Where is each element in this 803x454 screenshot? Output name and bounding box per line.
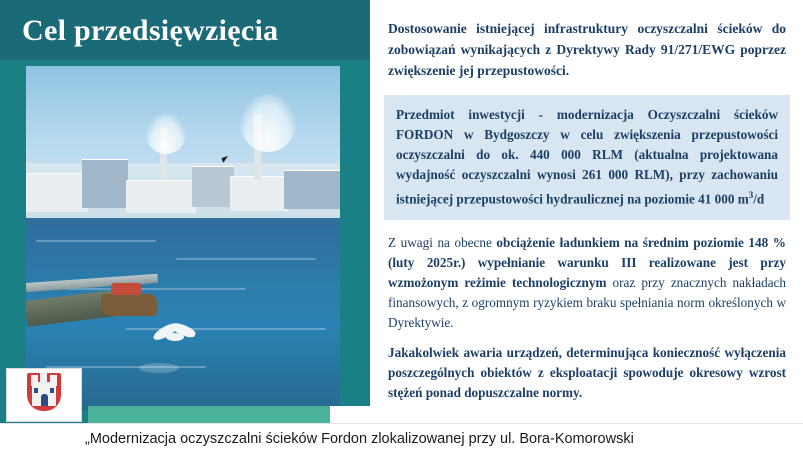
warning-paragraph: Jakakolwiek awaria urządzeń, determinująca konieczność wyłączenia poszczególnych obiektów z eksploatacji spowoduje okresowy wzrost stężeń ponad dopuszczalne normy. <box>388 345 786 401</box>
crest-gate-icon <box>41 394 48 406</box>
photo-building <box>26 173 88 212</box>
callout-text: Przedmiot inwestycji - modernizacja Oczyszczalni ścieków FORDON w Bydgoszczy w celu zwiększenia przepustowości oczyszczalni do ok. 440 000 RLM (aktualna projektowana wydajność oczyszczalni wynosi 261 000 RLM), przy zachowaniu istniejącej przepustowości hydraulicznej na poziomie 41 000 m <box>396 107 778 207</box>
callout-superscript: 3 <box>748 190 754 200</box>
crest-window-icon <box>50 388 54 393</box>
body-paragraph <box>388 233 786 333</box>
left-panel <box>0 0 370 424</box>
content-column <box>380 8 794 426</box>
crest-inner <box>27 373 61 413</box>
accent-bar <box>88 406 330 424</box>
photo-reflection <box>139 363 179 373</box>
accent-bar-filler <box>330 406 803 424</box>
footer <box>0 423 803 454</box>
photo-building <box>230 176 288 211</box>
photo-building <box>284 170 340 209</box>
photo-building <box>192 166 234 207</box>
page-title: Cel przedsięwzięcia <box>22 14 279 47</box>
plant-photo <box>26 66 340 411</box>
intro-paragraph: Dostosowanie istniejącej infrastruktury oczyszczalni ścieków do zobowiązań wynikających z Dyrektywy Rady 91/271/EWG poprzez zwiększenie jej przepustowości. <box>388 21 786 78</box>
callout-tail: /d <box>753 191 765 207</box>
body-paragraph-emphasis: obciążenie ładunkiem na średnim poziomie 148 % (luty 2025r.) wypełnianie warunku III realizowane jest przy wzmożonym reżimie technologicznym <box>388 235 786 291</box>
photo-wave <box>176 258 316 260</box>
photo-bird-body <box>166 333 184 341</box>
footer-caption: „Modernizacja oczyszczalni ścieków Fordon zlokalizowanej przy ul. Bora-Komorowski <box>85 431 634 447</box>
callout-box <box>384 95 790 220</box>
body-paragraph-rest: oraz przy znacznych nakładach finansowych, z ogromnym ryzykiem braku spełniania norm określonych w Dyrektywie. <box>388 275 786 331</box>
city-crest <box>6 368 82 422</box>
photo-boat-roof <box>111 283 141 295</box>
photo-building <box>126 180 196 213</box>
photo-bird <box>152 321 198 351</box>
photo-wave <box>66 288 246 290</box>
photo-steam <box>240 94 296 152</box>
crest-window-icon <box>34 388 38 393</box>
photo-boat <box>101 294 157 316</box>
photo-building <box>82 159 128 208</box>
body-paragraph-lead: Z uwagi na obecne <box>388 235 497 251</box>
photo-wave <box>36 240 156 242</box>
